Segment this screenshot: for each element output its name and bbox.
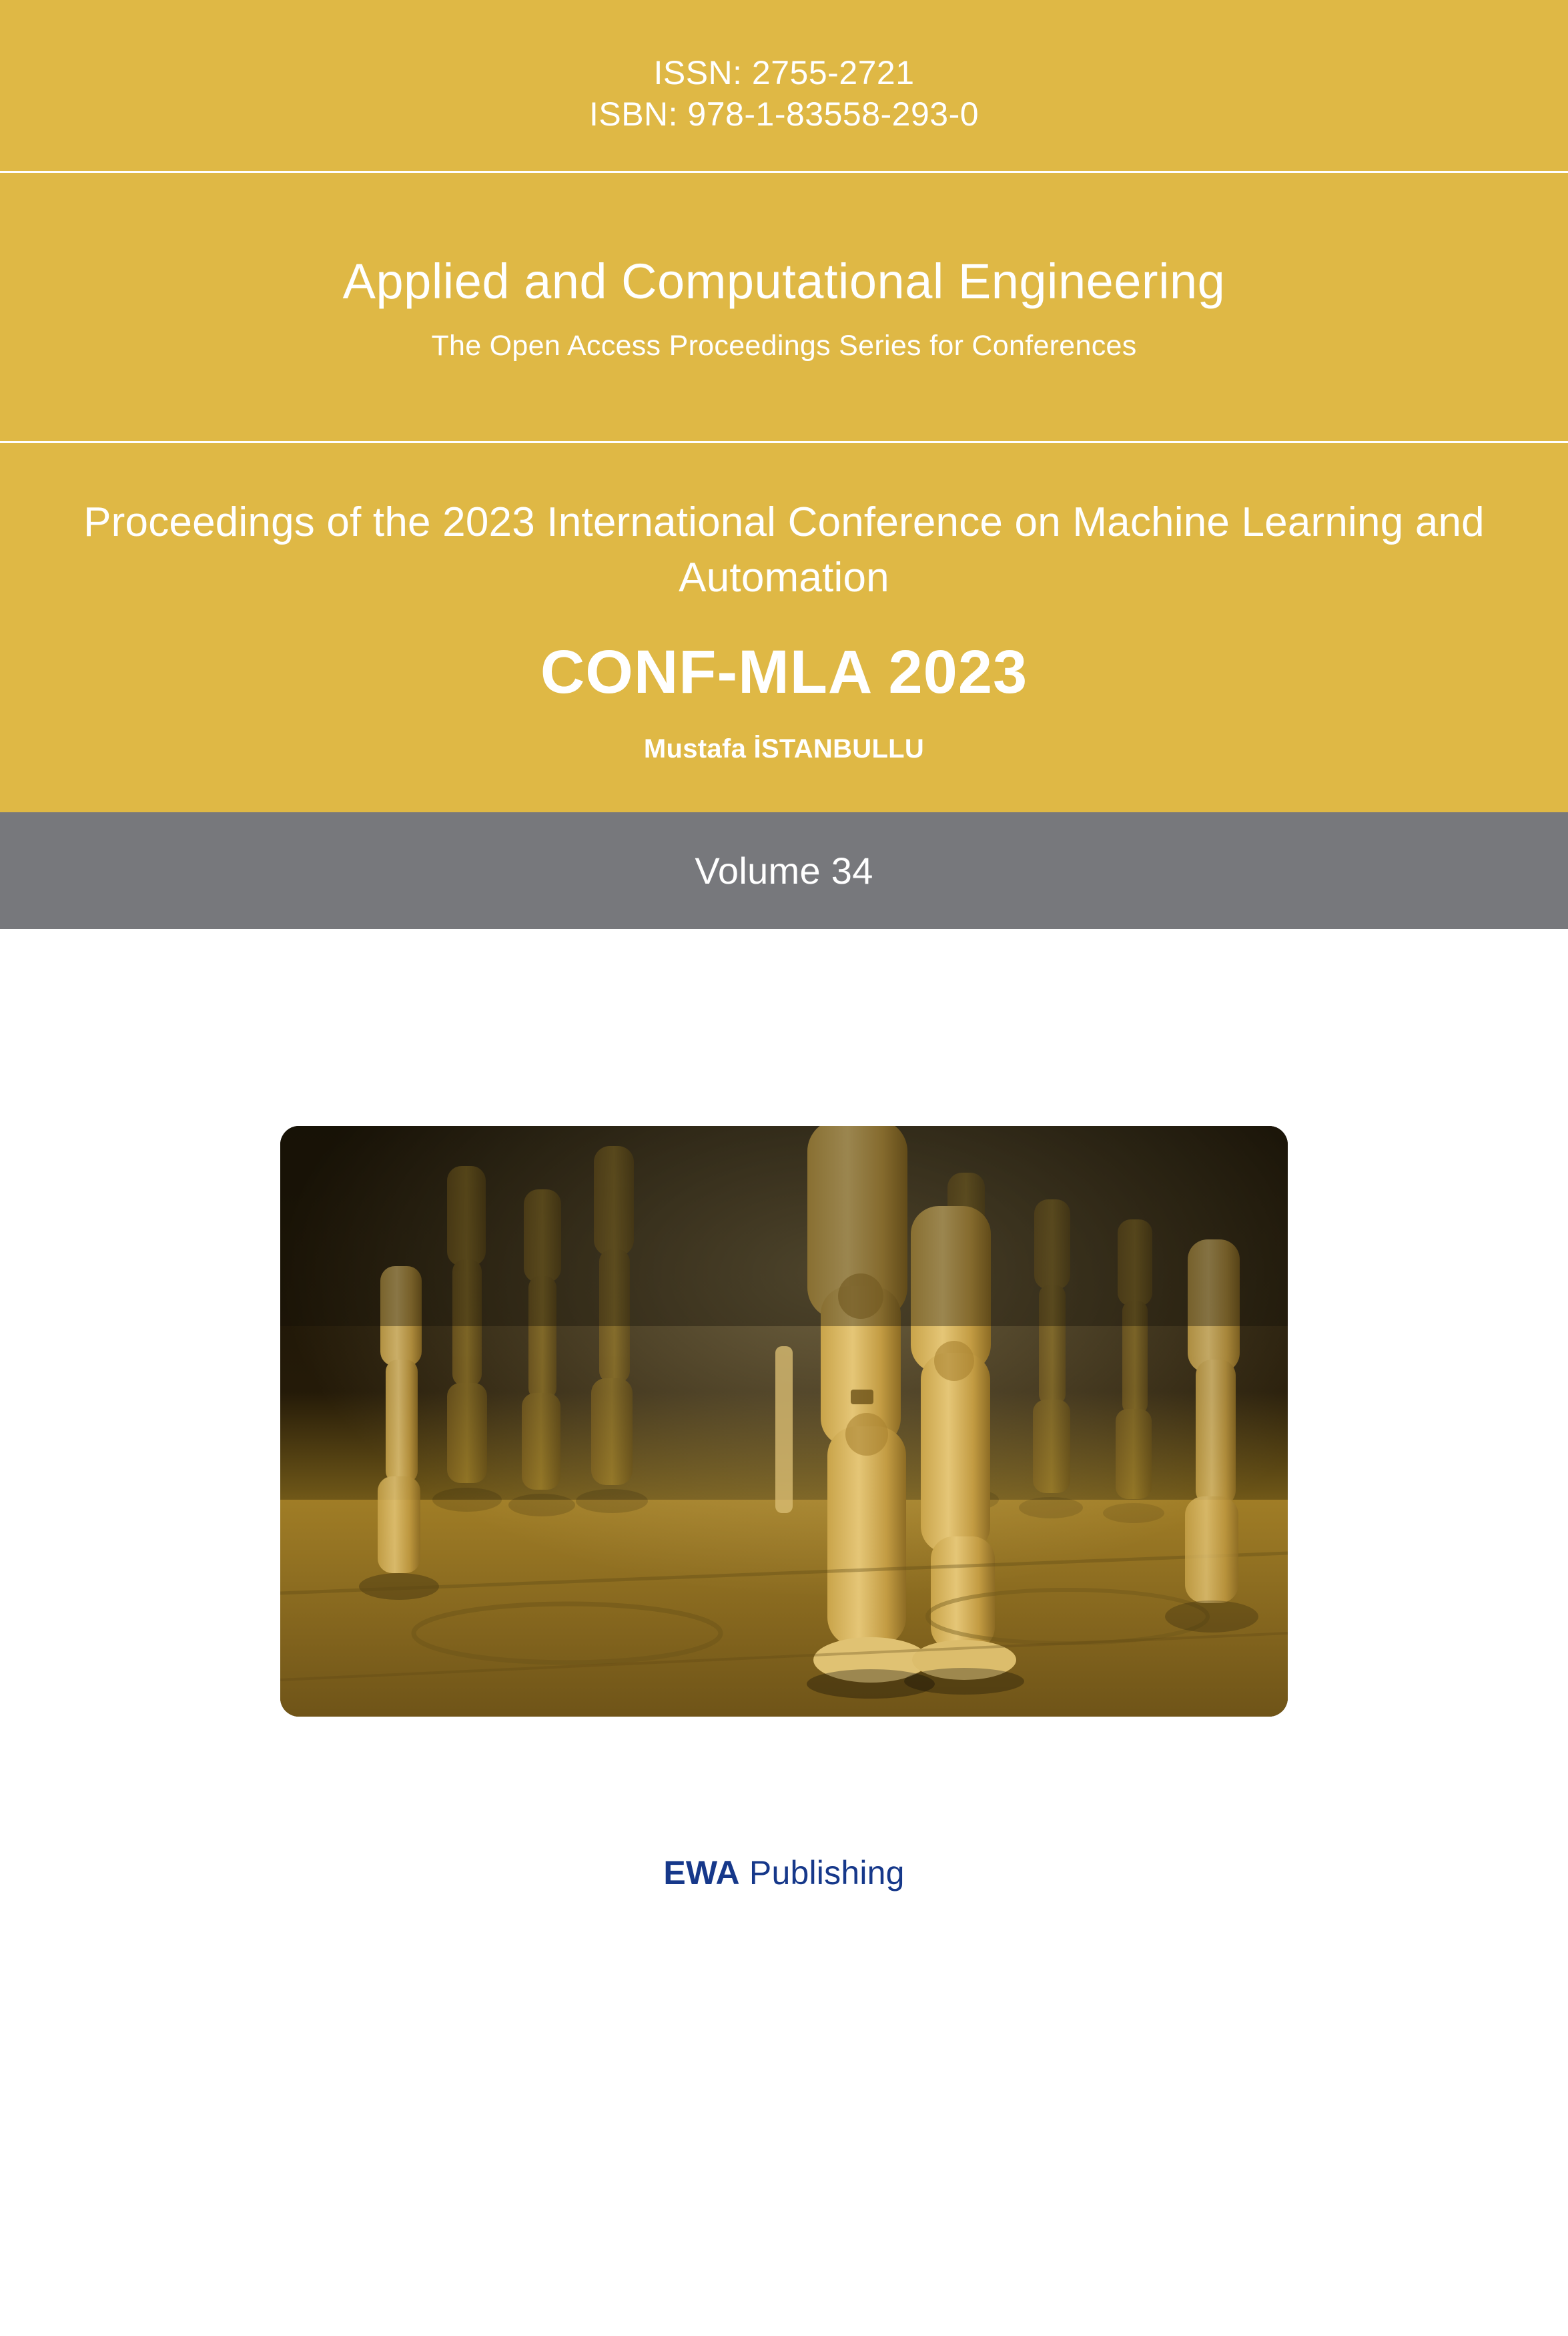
proceedings-block [0,443,1568,812]
volume-label: Volume 34 [695,850,873,892]
publisher-word: Publishing [739,1854,905,1891]
series-title: Applied and Computational Engineering [342,254,1226,309]
editor-name: Mustafa İSTANBULLU [643,734,925,764]
cover-header [0,0,1568,812]
conference-acronym: CONF-MLA 2023 [540,638,1028,706]
series-block [0,173,1568,441]
issn-line: ISSN: 2755-2721 [653,54,915,91]
publisher-area [0,1853,1568,1892]
cover-photo-illustration [280,1126,1288,1717]
isbn-line: ISBN: 978-1-83558-293-0 [589,95,979,133]
cover-image-area [0,1126,1568,1717]
proceedings-title: Proceedings of the 2023 International Conference on Machine Learning and Automation [83,499,1485,601]
series-subtitle: The Open Access Proceedings Series for Conferences [431,330,1137,362]
publisher-name: EWA [663,1854,740,1891]
cover-photo [280,1126,1288,1717]
volume-bar [0,812,1568,929]
identifier-block [0,0,1568,171]
publisher-logo [0,1853,1568,1892]
